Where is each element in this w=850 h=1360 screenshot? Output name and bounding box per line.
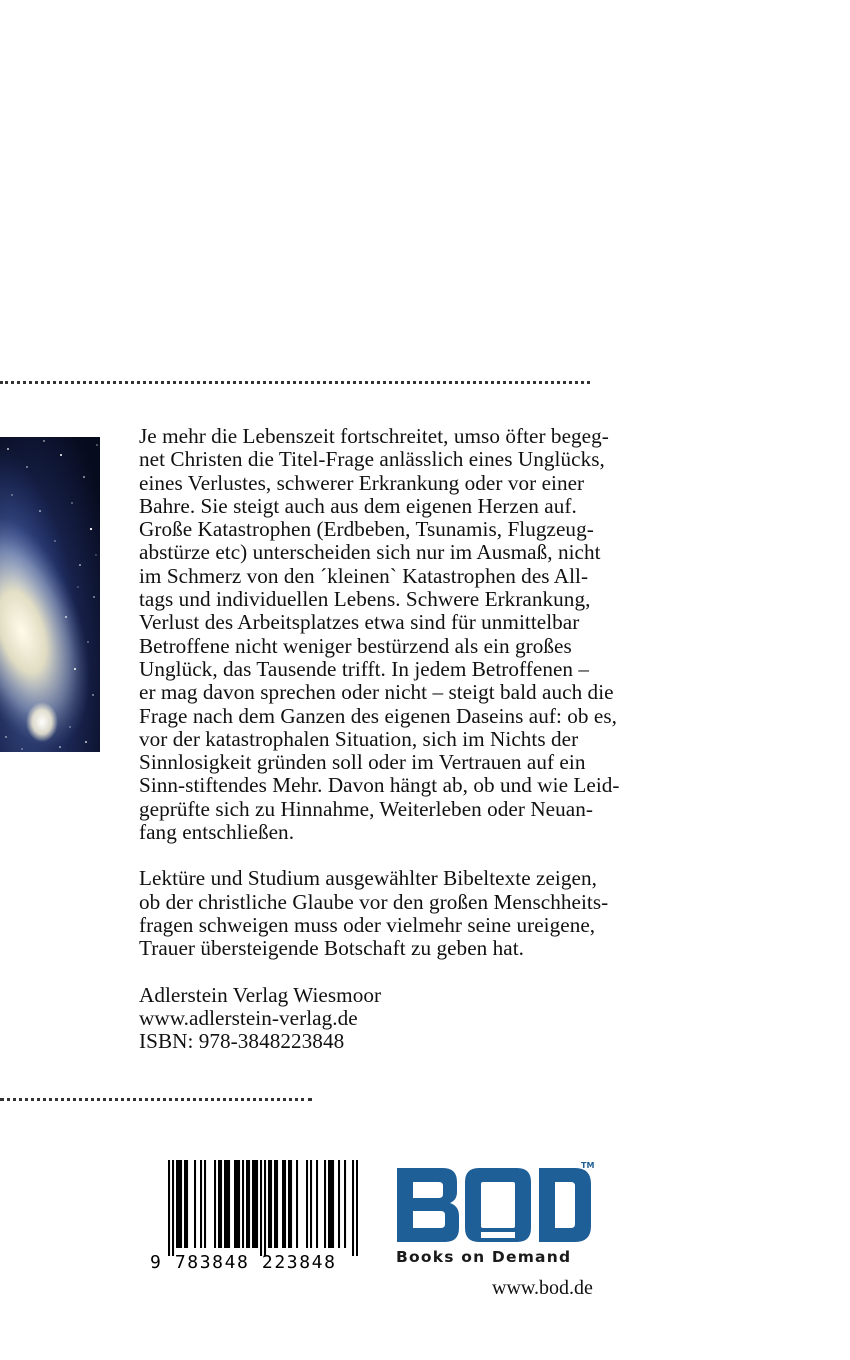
barcode-bar: [284, 1160, 286, 1248]
barcode-bar: [254, 1160, 256, 1248]
barcode-bar: [316, 1160, 318, 1248]
bod-letters: [397, 1168, 591, 1242]
bod-trademark: TM: [581, 1162, 595, 1170]
barcode-bar: [168, 1160, 170, 1256]
barcode-bar: [228, 1160, 230, 1248]
publisher-website[interactable]: www.adlerstein-verlag.de: [139, 1005, 358, 1030]
barcode-digits: 9 783848 223848: [150, 1252, 337, 1273]
barcode-bar: [178, 1160, 180, 1248]
barcode-bar: [330, 1160, 332, 1248]
bod-logo-mark: [395, 1162, 595, 1248]
barcode-bar: [276, 1160, 278, 1248]
barcode-bar: [296, 1160, 298, 1248]
barcode-bars: [168, 1160, 358, 1256]
barcode-bar: [238, 1160, 240, 1248]
description-paragraph-1: Je mehr die Lebenszeit fortschreitet, umso öfter begeg- net Christen die Titel-Frage anlässlich eines Unglücks, eines Verlustes, schwerer Erkrankung oder vor einer Bahre. Sie steigt auch aus dem eigenen Herzen auf. Große Katastrophen (Erdbeben, Tsunamis, Flugzeug- abstürze etc) unterscheiden sich nur im Ausmaß, nicht im Schmerz von den ´kleinen` Katastrophen des All- tags und individuellen Lebens. Schwere Erkrankung, Verlust des Arbeitsplatzes etwa sind für unmittelbar Betroffene nicht weniger bestürzend als ein großes Unglück, das Tausende trifft. In jedem Betroffenen – er mag davon sprechen oder nicht – steigt bald auch die Frage nach dem Ganzen des eigenen Daseins auf: ob es, vor der katastrophalen Situation, sich im Nichts der Sinnlosigkeit gründen soll oder im Vertrauen auf ein Sinn-stiftendes Mehr. Davon hängt ab, ob und wie Leid- geprüfte sich zu Hinnahme, Weiterleben oder Neuan- fang entschließen.: [139, 424, 620, 845]
back-cover-text: [139, 425, 699, 1053]
barcode-bar: [324, 1160, 326, 1248]
bod-letter-d: [539, 1168, 591, 1242]
barcode-bar: [282, 1160, 284, 1248]
barcode-bar: [356, 1160, 358, 1256]
barcode-bar: [220, 1160, 222, 1248]
bod-logo: [395, 1162, 595, 1272]
barcode-bar: [306, 1160, 308, 1248]
barcode-bar: [260, 1160, 262, 1256]
barcode-bar: [268, 1160, 270, 1248]
bod-underline: [481, 1232, 515, 1238]
barcode-bar: [338, 1160, 340, 1248]
barcode-bar: [252, 1160, 254, 1248]
barcode-bar: [256, 1160, 258, 1248]
barcode-bar: [234, 1160, 236, 1248]
bod-letter-b: [397, 1168, 459, 1242]
barcode-bar: [288, 1160, 290, 1248]
isbn: ISBN: 978-3848223848: [139, 1029, 345, 1054]
bod-tagline: Books on Demand: [396, 1248, 572, 1266]
barcode-bar: [184, 1160, 186, 1248]
barcode-bar: [290, 1160, 292, 1248]
barcode-bar: [172, 1160, 174, 1256]
comet-image: [0, 437, 100, 752]
barcode-bar: [328, 1160, 330, 1248]
bod-letter-o: [465, 1168, 531, 1242]
barcode-bar: [224, 1160, 226, 1248]
barcode-bar: [344, 1160, 346, 1248]
barcode-bar: [332, 1160, 334, 1248]
description-paragraph-2: Lektüre und Studium ausgewählter Bibeltexte zeigen, ob der christliche Glaube vor den großen Menschheits- fragen schweigen muss oder vielmehr seine ureigene, Trauer übersteigende Botschaft zu geben hat.: [139, 866, 609, 961]
barcode-bar: [186, 1160, 188, 1248]
barcode-bar: [242, 1160, 244, 1248]
barcode-bar: [200, 1160, 202, 1248]
dotted-divider-top: [0, 381, 590, 384]
barcode-bar: [246, 1160, 248, 1248]
barcode-bar: [310, 1160, 312, 1248]
barcode-bar: [214, 1160, 216, 1248]
barcode-bar: [226, 1160, 228, 1248]
barcode-bar: [264, 1160, 266, 1256]
barcode-bar: [180, 1160, 182, 1248]
barcode-bar: [204, 1160, 206, 1248]
bod-website[interactable]: www.bod.de: [492, 1277, 593, 1299]
dotted-divider-bottom: [0, 1098, 312, 1101]
barcode-bar: [176, 1160, 178, 1248]
barcode-bar: [352, 1160, 354, 1256]
barcode-bar: [236, 1160, 238, 1248]
publisher-info: [139, 984, 699, 1054]
barcode-bar: [248, 1160, 250, 1248]
barcode-bar: [194, 1160, 196, 1248]
barcode-bar: [218, 1160, 220, 1248]
barcode-bar: [274, 1160, 276, 1248]
publisher-name: Adlerstein Verlag Wiesmoor: [139, 982, 382, 1007]
isbn-barcode: [150, 1160, 358, 1276]
barcode-bar: [270, 1160, 272, 1248]
